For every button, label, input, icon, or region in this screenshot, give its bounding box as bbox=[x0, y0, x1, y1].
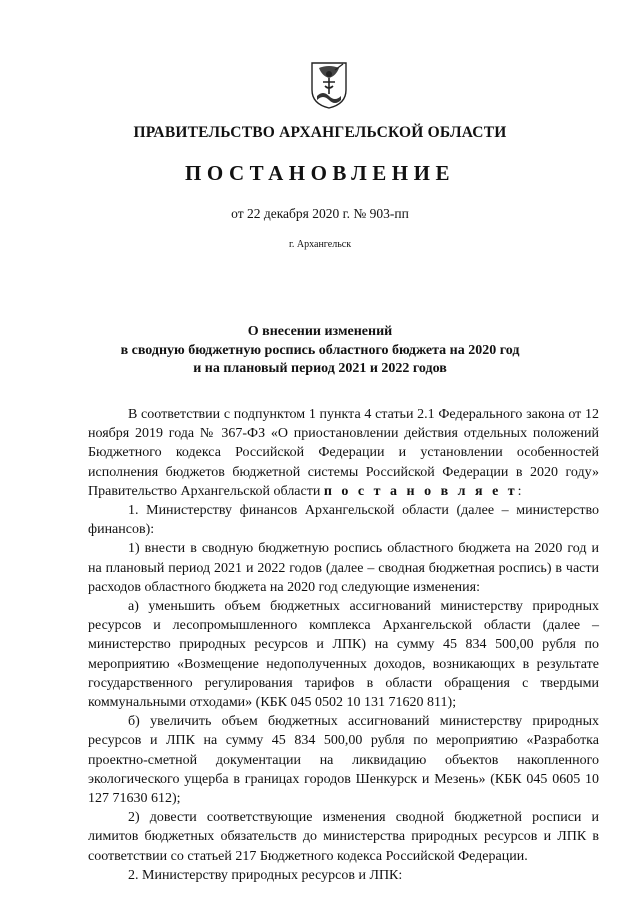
body-paragraph: 2. Министерству природных ресурсов и ЛПК: bbox=[128, 867, 403, 883]
title-line: в сводную бюджетную роспись областного бюджета на 2020 год bbox=[120, 342, 520, 358]
date-and-number: от 22 декабря 2020 г. № 903-пп bbox=[231, 206, 409, 221]
organization-name: ПРАВИТЕЛЬСТВО АРХАНГЕЛЬСКОЙ ОБЛАСТИ bbox=[133, 124, 507, 141]
body-paragraph: а) уменьшить объем бюджетных ассигнований министерству природных ресурсов и лесопромышленного комплекса Архангельской области (далее – министерство природных ресурсов и ЛПК) на сумму 45 834 500,00 рубля по мероприятию «Возмещение недополученных доходов, возникающих в результате государственного регулирования тарифов в области обращения с твердыми коммунальными отходами» (КБК 045 0502 10 131 71620 811); bbox=[88, 599, 599, 711]
document-type: ПОСТАНОВЛЕНИЕ bbox=[185, 161, 455, 185]
resolves-colon: : bbox=[517, 483, 522, 499]
preamble-text: В соответствии с подпунктом 1 пункта 4 статьи 2.1 Федерального закона от 12 ноября 2019 года № 367-ФЗ «О приостановлении действия отдельных положений Бюджетного кодекса Российской Федерации и установлении особенностей исполнения бюджетов бюджетной системы Российской Федерации в 2020 году» Правительство Архангельской области bbox=[88, 407, 599, 499]
body-paragraph: 2) довести соответствующие изменения сводной бюджетной росписи и лимитов бюджетных обязательств до министерства природных ресурсов и ЛПК в соответствии со статьей 217 Бюджетного кодекса Российской Федерации. bbox=[88, 810, 599, 864]
body-paragraph: 1. Министерству финансов Архангельской области (далее – министерство финансов): bbox=[88, 503, 599, 538]
title-line: О внесении изменений bbox=[247, 324, 393, 339]
document-title bbox=[0, 323, 640, 379]
document-body bbox=[88, 405, 599, 885]
city: г. Архангельск bbox=[288, 239, 352, 250]
body-paragraph: 1) внести в сводную бюджетную роспись областного бюджета на 2020 год и на плановый период 2021 и 2022 годов (далее – сводная бюджетная роспись) в части расходов областного бюджета на 2020 год следующие изменения: bbox=[88, 541, 599, 595]
title-line: и на плановый период 2021 и 2022 годов bbox=[193, 361, 447, 376]
resolves-word: п о с т а н о в л я е т bbox=[323, 483, 518, 499]
preamble-paragraph bbox=[88, 405, 599, 501]
coat-of-arms-icon bbox=[309, 60, 349, 110]
body-paragraph: б) увеличить объем бюджетных ассигнований министерству природных ресурсов и ЛПК на сумму 45 834 500,00 рубля по мероприятию «Разработка проектно-сметной документации на ликвидацию объектов накопленного экологического ущерба в границах городов Шенкурск и Мезень» (КБК 045 0605 10 127 71630 612); bbox=[88, 714, 599, 807]
